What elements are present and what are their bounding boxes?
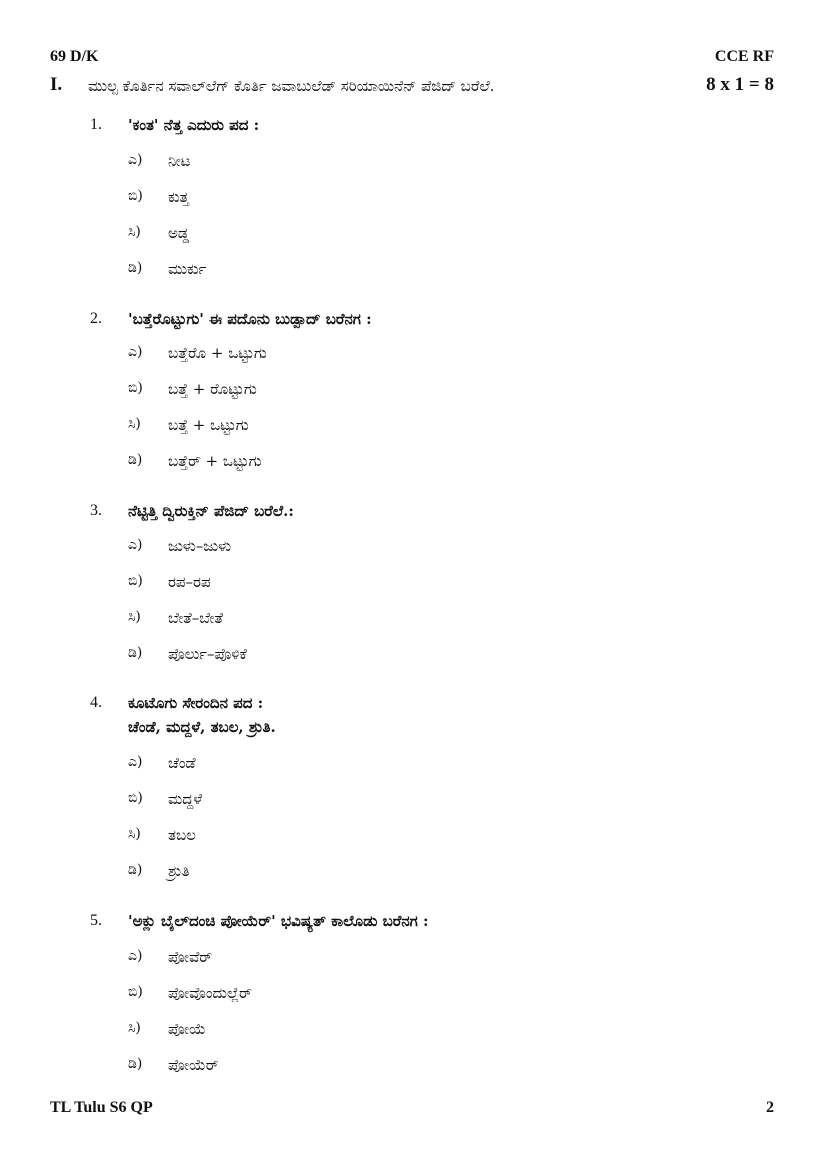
option-label: ಸಿ): [128, 416, 141, 432]
question-number: 4.: [90, 694, 102, 711]
option-label: ಬಿ): [128, 790, 143, 806]
option-label: ಬಿ): [128, 573, 143, 589]
question-number: 5.: [90, 912, 102, 929]
option-text: ಬತ್ತೆ + ರೊಟ್ಟುಗು: [168, 380, 257, 398]
option-label: ಡಿ): [128, 260, 143, 276]
option-text: ಪೋವೊಂದುಲ್ಲೆರ್: [168, 984, 252, 1002]
option-label: ಬಿ): [128, 984, 143, 1000]
option-text: ಪೋಯೆರ್: [168, 1056, 219, 1074]
option-text: ತಬಲ: [168, 826, 196, 844]
question-number: 1.: [90, 116, 102, 133]
option-text: ಬತ್ತೆರೊ + ಒಟ್ಟುಗು: [168, 344, 267, 362]
question-text: 'ಕಂತ' ನೆತ್ತ ಎದುರು ಪದ :: [128, 116, 260, 134]
section-marks: 8 x 1 = 8: [706, 74, 774, 95]
question-text: 'ಬತ್ತೆರೊಟ್ಟುಗು' ಈ ಪದೊನು ಬುಡ್ಪಾದ್ ಬರೆನಗ :: [128, 310, 372, 328]
question-text: ಕೂಟೊಗು ಸೇರಂದಿನ ಪದ :: [128, 694, 264, 712]
option-label: ಎ): [128, 948, 143, 964]
option-label: ಡಿ): [128, 1056, 143, 1072]
option-label: ಸಿ): [128, 826, 141, 842]
question-number: 3.: [90, 502, 102, 519]
question-number: 2.: [90, 310, 102, 327]
option-label: ಡಿ): [128, 862, 143, 878]
section-heading: [50, 74, 774, 100]
option-label: ಎ): [128, 152, 143, 168]
option-label: ಬಿ): [128, 188, 143, 204]
option-text: ಶ್ರುತಿ: [168, 862, 190, 880]
option-label: ಸಿ): [128, 609, 141, 625]
option-text: ಮುರ್ಕು: [168, 260, 207, 278]
option-text: ಕುತ್ತ: [168, 188, 189, 206]
footer-paper-name: TL Tulu S6 QP: [50, 1099, 153, 1116]
section-number: I.: [50, 74, 63, 95]
option-text: ಪೋಯೆ: [168, 1020, 206, 1038]
page-number: 2: [766, 1099, 774, 1116]
paper-code: 69 D/K: [50, 48, 99, 65]
option-text: ಬತ್ತೆರ್ + ಒಟ್ಟುಗು: [168, 452, 262, 470]
option-label: ಸಿ): [128, 1020, 141, 1036]
option-text: ರಪ–ರಪ: [168, 573, 211, 591]
question-subtext: ಚೆಂಡೆ, ಮದ್ದಳೆ, ತಬಲ, ಶ್ರುತಿ.: [128, 718, 276, 736]
section-instruction: ಮುಲ್ಪ ಕೊರ್ತಿನ ಸವಾಲ್‌ಲೆಗ್ ಕೊರ್ತಿ ಜವಾಬುಲೆಡ್ ಸರಿಯಾಯಿನೆನ್ ಪೆಜಿದ್ ಬರೆಲೆ.: [88, 77, 495, 95]
option-label: ಎ): [128, 754, 143, 770]
option-text: ಮದ್ದಳೆ: [168, 790, 203, 808]
option-label: ಎ): [128, 344, 143, 360]
option-text: ಪೋವೆರ್: [168, 948, 213, 966]
option-text: ಪೊರ್ಲು–ಪೊಳಿಕೆ: [168, 645, 247, 663]
option-label: ಬಿ): [128, 380, 143, 396]
paper-type: CCE RF: [714, 48, 774, 65]
option-label: ಡಿ): [128, 645, 143, 661]
option-label: ಡಿ): [128, 452, 143, 468]
option-text: ನೀಟ: [168, 152, 191, 170]
option-text: ಬತ್ತೆ + ಒಟ್ಟುಗು: [168, 416, 249, 434]
option-text: ಜುಳು–ಜುಳು: [168, 537, 232, 555]
option-text: ಬೇತೆ–ಬೇತೆ: [168, 609, 223, 627]
option-label: ಸಿ): [128, 224, 141, 240]
option-text: ಚೆಂಡೆ: [168, 754, 196, 772]
question-text: ನೆಟ್ಟಿತ್ತಿ ದ್ವಿರುಕ್ತಿನ್ ಪೆಜಿದ್ ಬರೆಲೆ.:: [128, 502, 294, 520]
option-text: ಅಡ್ಡ: [168, 224, 190, 242]
option-label: ಎ): [128, 537, 143, 553]
question-text: 'ಅಕ್ಲು ಬೈಲ್‌ದಂಚಿ ಪೋಯೆರ್' ಭವಿಷ್ಯತ್ ಕಾಲೊಡು ಬರೆನಗ :: [128, 912, 429, 930]
